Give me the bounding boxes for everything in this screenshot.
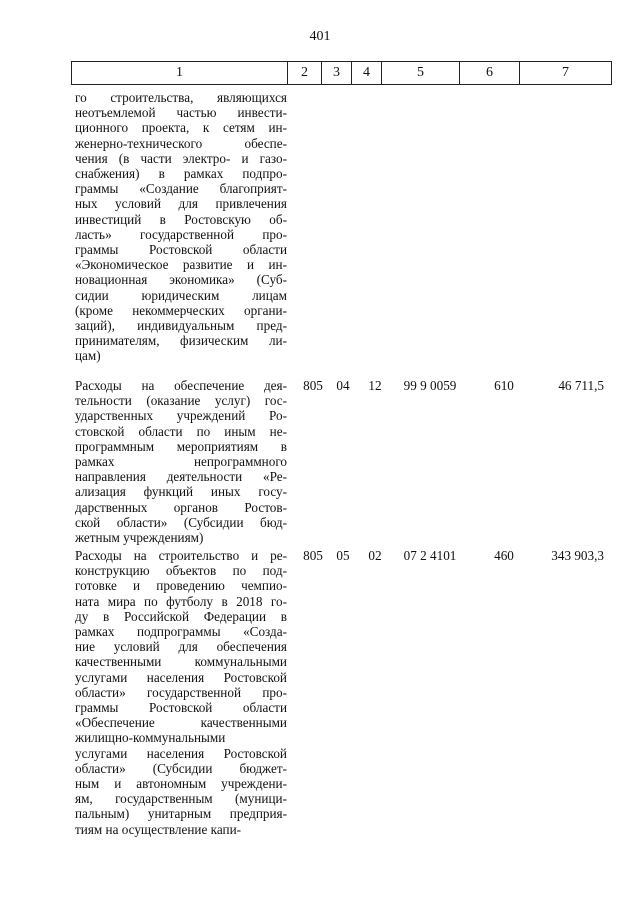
description-line: Расходы на строительство и ре- [75,548,287,563]
description-line: «Обеспечение качественными [75,715,287,731]
description-line: направления деятельности «Ре- [75,469,287,485]
description-line: Расходы на обеспечение дея- [75,378,287,393]
description-line: инвестиций в Ростовскую об- [75,211,287,227]
description-line: готовке и проведению чемпио- [75,578,287,594]
target-article-code: 99 9 0059 [403,378,457,393]
column-header-7: 7 [520,62,612,85]
column-header-row [72,62,612,85]
description-line: принимателям, физическим ли- [75,333,287,349]
column-header-3: 3 [322,62,352,85]
chapter-code: 805 [303,378,323,393]
description-line: граммы Ростовской области [75,700,287,716]
description-line: ласть» государственной про- [75,226,287,242]
target-article-code: 07 2 4101 [403,548,457,563]
description-line: ционного проекта, к сетям ин- [75,120,287,136]
description-line: сидии юридическим лицам [75,287,287,303]
description-line: стовской области по иным не- [75,423,287,439]
expense-type-code: 460 [494,548,514,563]
description-line: области» государственной про- [75,684,287,700]
section-code: 04 [336,378,350,393]
description-line: ду в Российской Федерации в [75,608,287,624]
description-line: рамках непрограммного [75,454,287,470]
description-line: тиям на осуществление капи- [75,821,242,837]
description-line: ской области» (Субсидии бюд- [75,514,287,530]
description-line: го строительства, являющихся [75,90,287,105]
description-line: граммы «Создание благоприят- [75,181,287,197]
description-line: рамках подпрограммы «Созда- [75,624,287,640]
description-line: жилищно-коммунальными [75,730,226,746]
description-line: жетным учреждениям) [75,530,204,546]
description-line: услугами населения Ростовской [75,669,287,685]
description-line: услугами населения Ростовской [75,745,287,761]
subsection-code: 02 [368,548,382,563]
amount-value: 46 711,5 [558,378,604,393]
column-header-6: 6 [460,62,520,85]
description-line: пальным) унитарным предприя- [75,806,287,822]
description-line: дарственных органов Ростов- [75,499,287,515]
amount-value: 343 903,3 [551,548,604,563]
description-line: чения (в части электро- и газо- [75,150,287,166]
description-line: граммы Ростовской области [75,242,287,258]
column-header-5: 5 [382,62,460,85]
chapter-code: 805 [303,548,323,563]
description-line: качественными коммунальными [75,654,287,670]
description-line: (кроме некоммерческих органи- [75,302,287,318]
column-header-1: 1 [72,62,288,85]
description-line: «Экономическое развитие и ин- [75,257,287,273]
description-line: ната мира по футболу в 2018 го- [75,593,287,609]
column-header-2: 2 [288,62,322,85]
row-description [75,548,287,837]
description-line: ударственных учреждений Ро- [75,408,287,424]
description-line: новационная экономика» (Суб- [75,272,287,288]
description-line: конструкцию объектов по под- [75,563,287,579]
description-line: цам) [75,348,101,364]
description-line: ям, государственным (муници- [75,791,287,807]
column-header-4: 4 [352,62,382,85]
description-line: ным и автономным учреждени- [75,776,287,792]
description-line: области» (Субсидии бюджет- [75,760,287,776]
description-line: тельности (оказание услуг) гос- [75,393,287,409]
description-line: женерно-технического обеспе- [75,135,287,151]
description-line: неотъемлемой частью инвести- [75,105,287,121]
description-line: программным мероприятиям в [75,438,287,454]
description-line: заций), индивидуальным пред- [75,318,287,334]
page-number: 401 [309,29,331,44]
description-line: ных условий для привлечения [75,196,287,212]
row-description [75,378,287,545]
expense-type-code: 610 [494,378,514,393]
description-line: ализация функций иных госу- [75,484,287,500]
row-description [75,90,287,364]
description-line: ние условий для обеспечения [75,639,287,655]
description-line: снабжения) в рамках подпро- [75,166,287,182]
column-header-table [71,61,612,85]
subsection-code: 12 [368,378,382,393]
section-code: 05 [336,548,350,563]
